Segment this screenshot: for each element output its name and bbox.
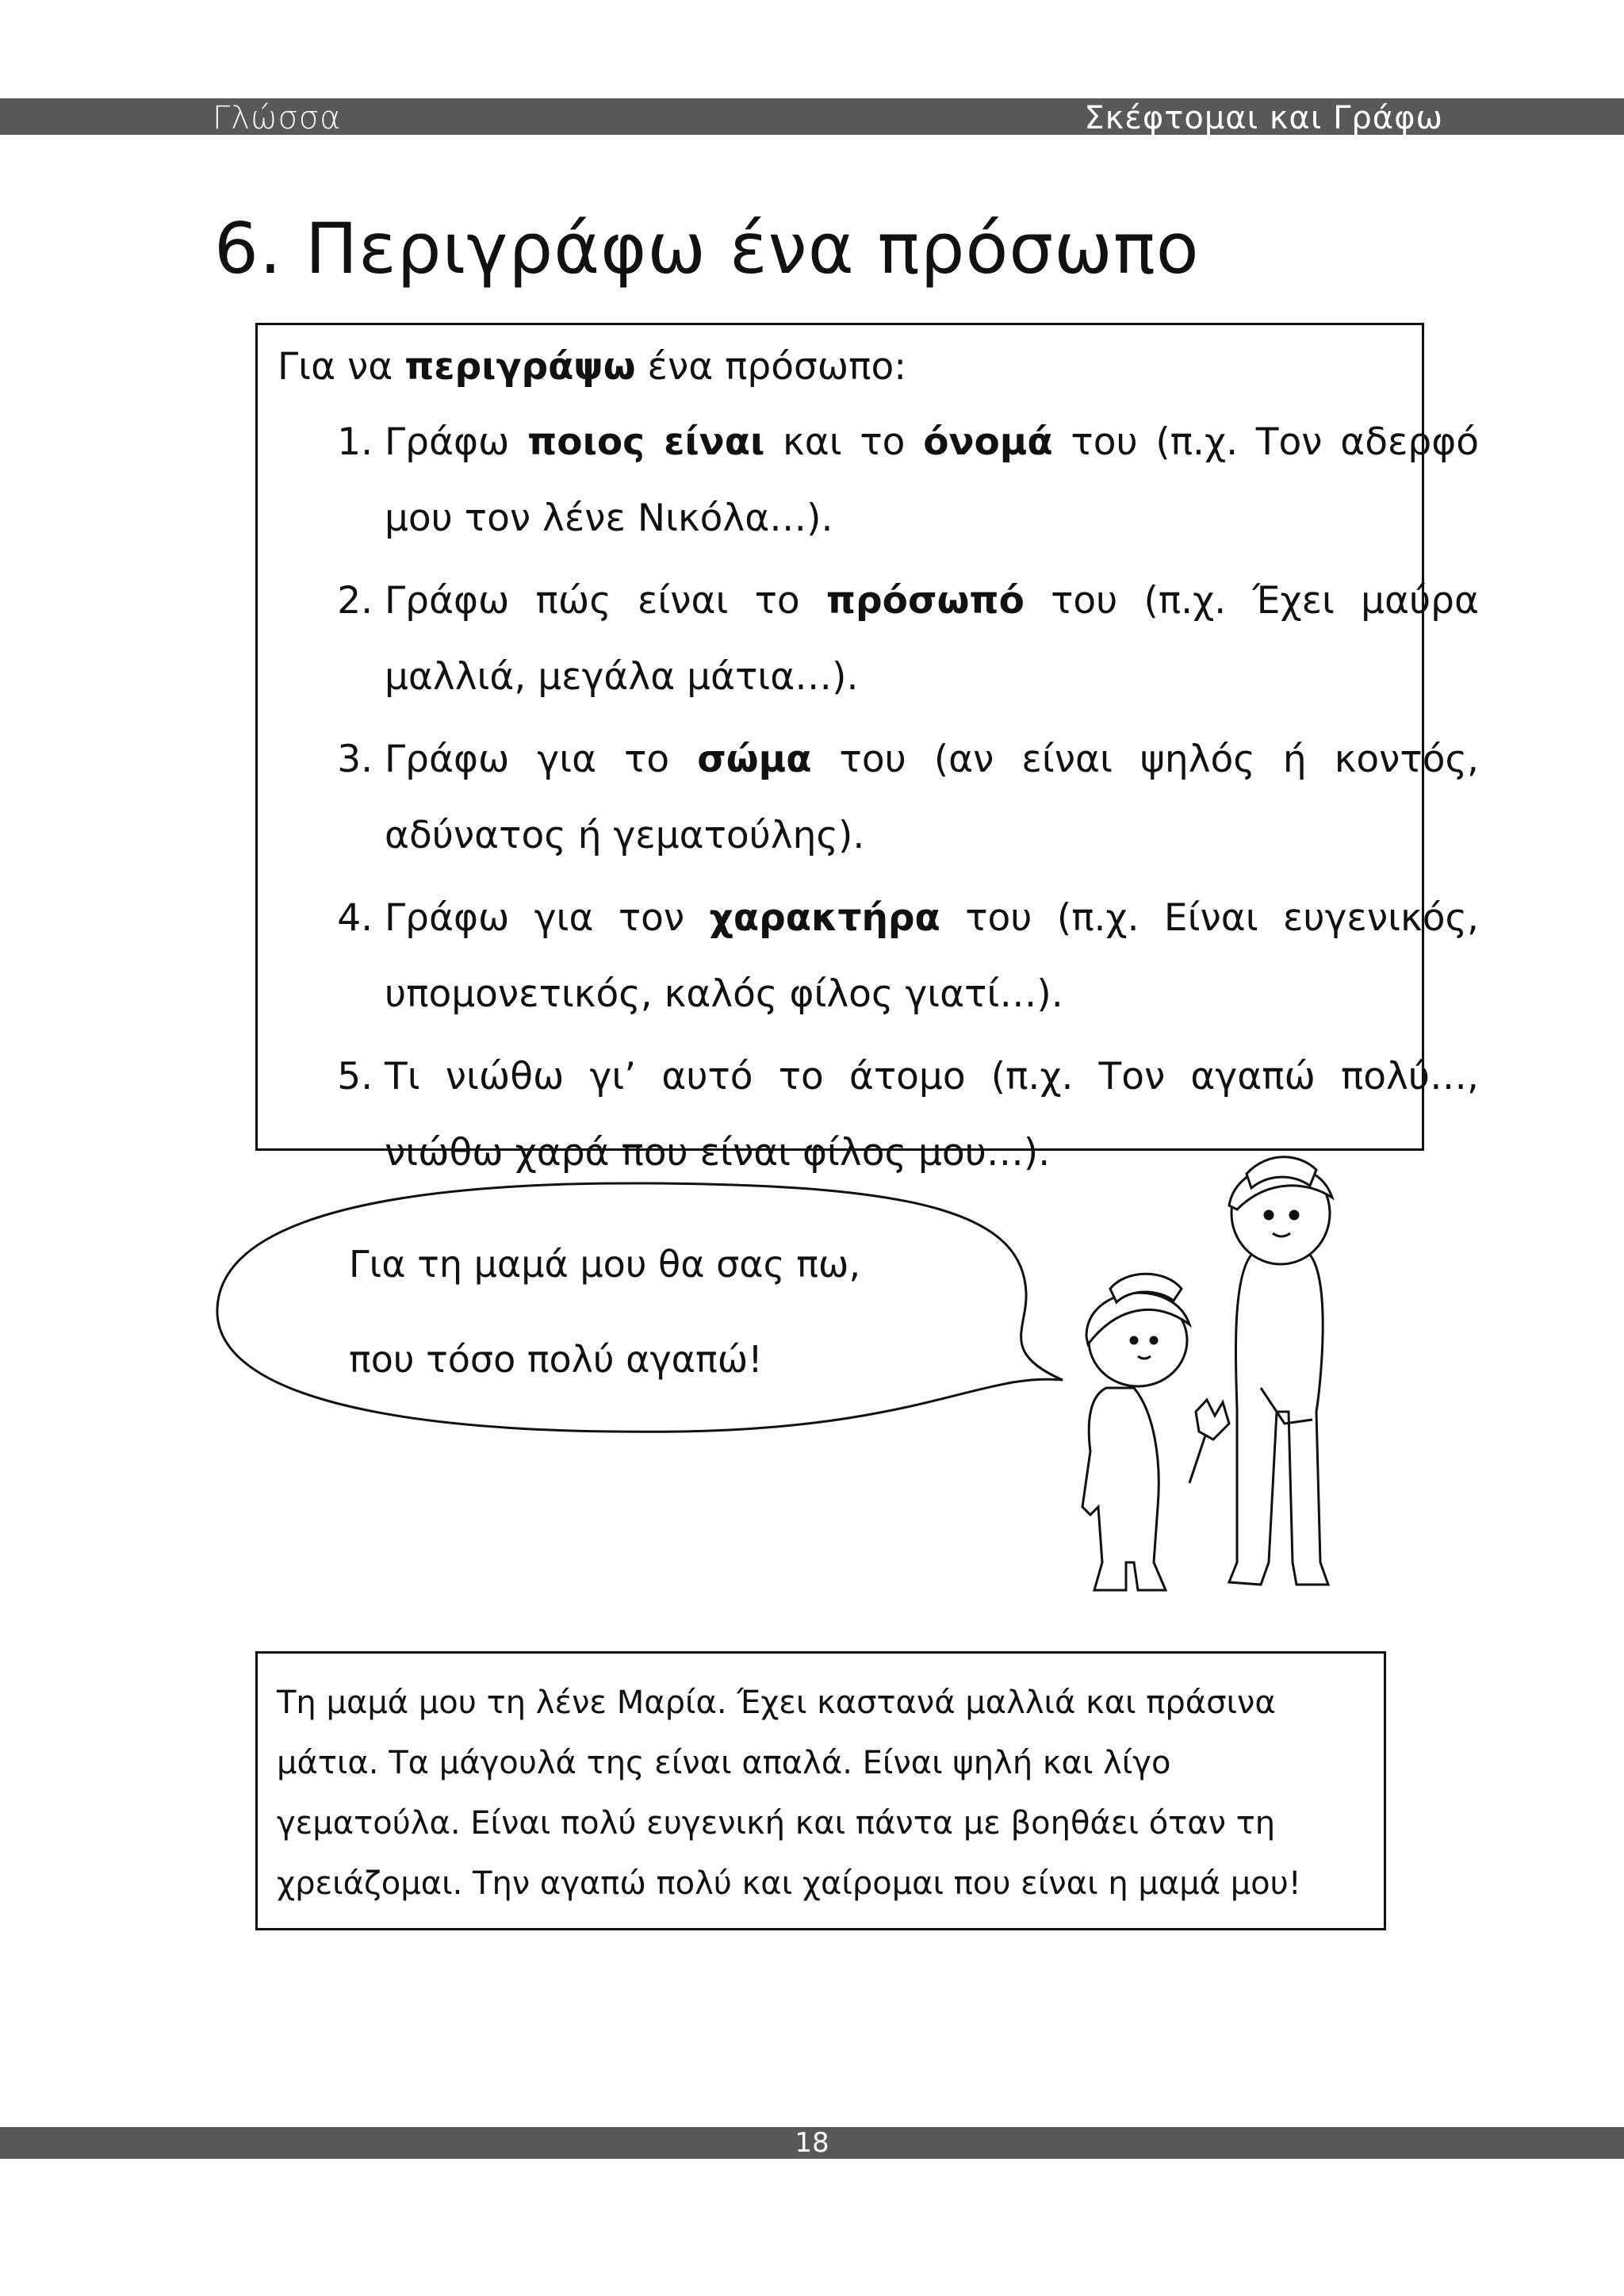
header-bar xyxy=(0,98,1624,135)
example-box xyxy=(255,1651,1386,1930)
bubble-line-1: Για τη μαμά μου θα σας πω, xyxy=(349,1243,861,1286)
header-section: Σκέφτομαι και Γράφω xyxy=(1084,100,1443,136)
list-item: 3. Γράφω για το σώμα του (αν είναι ψηλός ή κοντός, αδύνατος ή γεματούλης). xyxy=(385,722,1479,874)
page-number: 18 xyxy=(795,2127,829,2159)
list-item: 1. Γράφω ποιος είναι και το όνομά του (π.χ. Τον αδερφό μου τον λένε Νικόλα…). xyxy=(385,404,1479,557)
instructions-list xyxy=(289,404,1479,1198)
example-text: Τη μαμά μου τη λένε Μαρία. Έχει καστανά μαλλιά και πράσινα μάτια. Τα μάγουλά της είναι απαλά. Είναι ψηλή και λίγο γεματούλα. Είναι πολύ ευγενική και πάντα με βοηθάει όταν τη χρειάζομαι. Την αγαπώ πολύ και χαίρομαι που είναι η μαμά μου! xyxy=(277,1685,1301,1902)
list-item: 5. Τι νιώθω γι’ αυτό το άτομο (π.χ. Τον αγαπώ πολύ…, νιώθω χαρά που είναι φίλος μου…). xyxy=(385,1039,1479,1191)
speech-bubble xyxy=(217,1183,1063,1432)
bubble-line-2: που τόσο πολύ αγαπώ! xyxy=(349,1338,763,1381)
illustration xyxy=(206,1150,1443,1626)
mother-figure xyxy=(1229,1157,1332,1585)
page-title: 6. Περιγράφω ένα πρόσωπο xyxy=(214,208,1200,289)
footer-bar xyxy=(0,2127,1624,2159)
header-subject: Γλώσσα xyxy=(213,100,342,136)
child-figure xyxy=(1082,1274,1229,1590)
instructions-box xyxy=(255,323,1479,1175)
list-item: 4. Γράφω για τον χαρακτήρα του (π.χ. Είναι ευγενικός, υπομονετικός, καλός φίλος γιατί…). xyxy=(385,880,1479,1033)
list-item: 2. Γράφω πώς είναι το πρόσωπό του (π.χ. Έχει μαύρα μαλλιά, μεγάλα μάτια…). xyxy=(385,563,1479,715)
instructions-intro: Για να περιγράψω ένα πρόσωπο: xyxy=(278,345,907,389)
